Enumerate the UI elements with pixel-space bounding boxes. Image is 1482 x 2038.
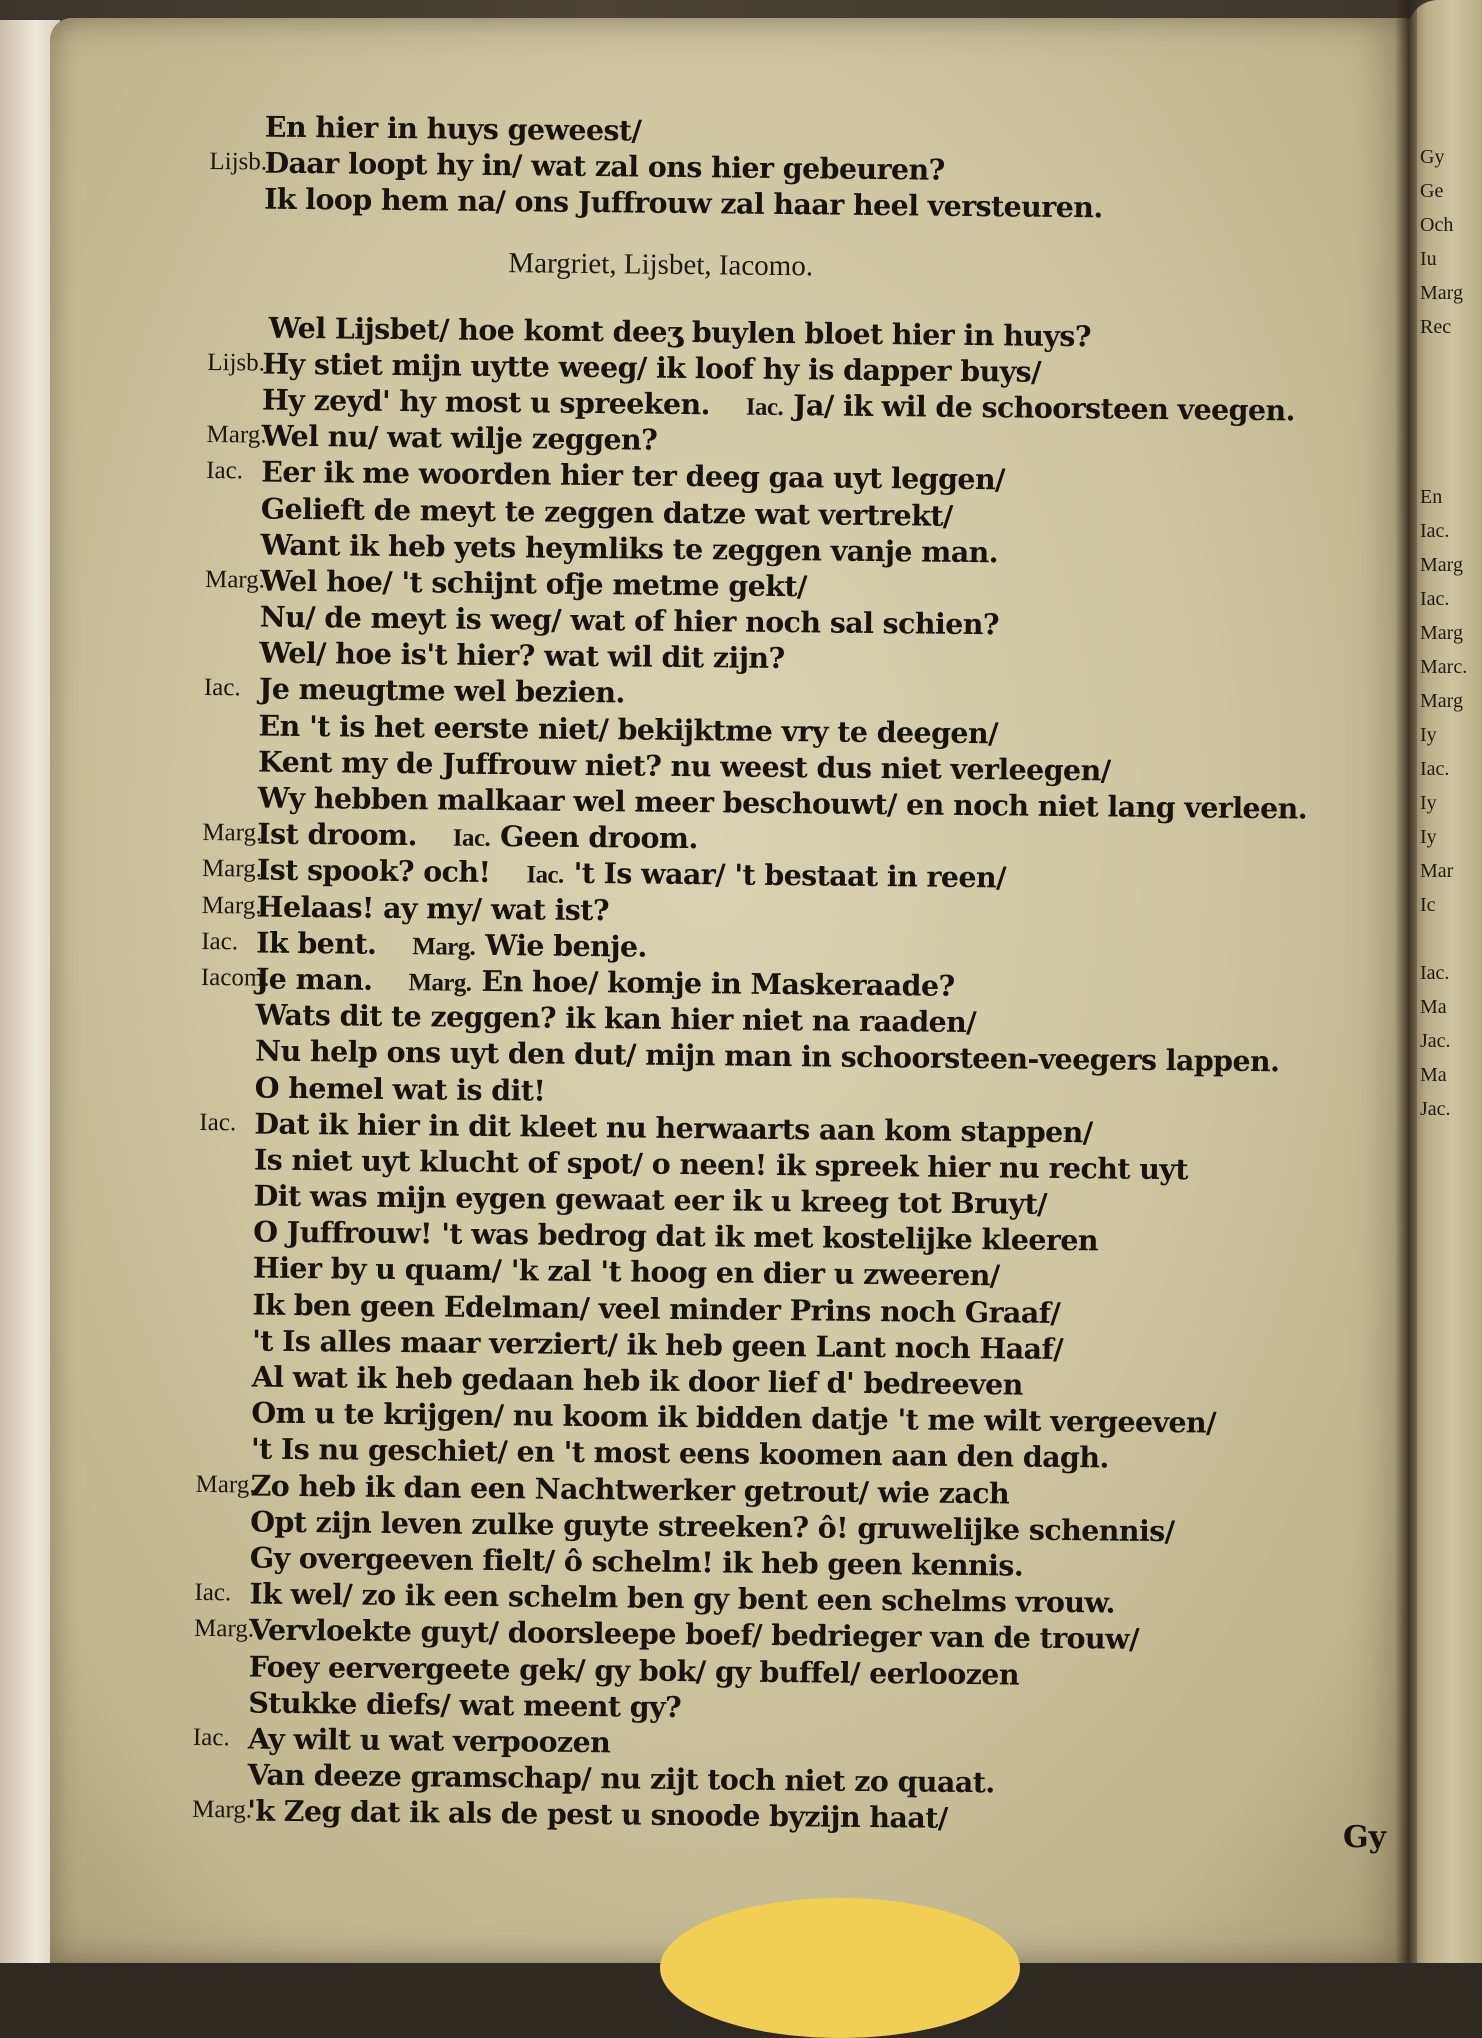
verse-text-main: Stukke diefs/ wat meent gy? xyxy=(248,1685,682,1724)
margin-fragment: Iac. xyxy=(1420,962,1450,984)
margin-fragment: Ge xyxy=(1420,180,1444,202)
speaker-label: Marg. xyxy=(192,1796,253,1824)
verse-text-main: Gy overgeeven fielt/ ô schelm! ik heb geen kennis. xyxy=(249,1540,1024,1583)
margin-fragment: Jac. xyxy=(1420,1030,1451,1052)
margin-fragment: Ma xyxy=(1420,996,1447,1018)
verse-text-main: 't Is nu geschiet/ en 't most eens koomen aan den dagh. xyxy=(250,1431,1109,1475)
speaker-label: Marg. xyxy=(204,565,266,594)
verse-text-continued: Wie benje. xyxy=(485,927,648,964)
verse-text-main: Gelieft de meyt te zeggen datze wat vertrekt/ xyxy=(260,491,953,533)
verse-text-main: Al wat ik heb gedaan heb ik door lief d' bedreeven xyxy=(251,1359,1023,1402)
yellow-object xyxy=(660,1898,1020,2038)
verse-text xyxy=(261,418,657,458)
verse-text-main: Foey eervergeete gek/ gy bok/ gy buffel/ eerloozen xyxy=(248,1648,1020,1692)
verse-text-main: Wel/ hoe is't hier? wat wil dit zijn? xyxy=(259,635,785,676)
verse-text-main: Ik wel/ zo ik een schelm ben gy bent een schelms vrouw. xyxy=(249,1576,1116,1620)
margin-fragment: Jac. xyxy=(1420,1098,1451,1120)
verse-text-main: Hy zeyd' hy most u spreeken. xyxy=(261,382,711,422)
margin-fragment: Gy xyxy=(1420,146,1445,168)
speaker-label: Marg. xyxy=(193,1615,255,1643)
speaker-label: Marg. xyxy=(201,855,263,883)
verse-text-main: En hier in huys geweest/ xyxy=(264,109,642,148)
speaker-label: Marg. xyxy=(201,891,262,920)
verse-text-main: 't Is alles maar verziert/ ik heb geen Lant noch Haaf/ xyxy=(251,1323,1064,1366)
verse-text-main: Is niet uyt klucht of spot/ o neen! ik spreek hier nu recht uyt xyxy=(253,1142,1189,1187)
verse-text-continued: Geen droom. xyxy=(499,819,698,856)
verse-text-main: Ik ben geen Edelman/ veel minder Prins noch Graaf/ xyxy=(252,1287,1061,1330)
verse-text xyxy=(248,1684,681,1725)
verse-text-main: Eer ik me woorden hier ter deeg gaa uyt leggen/ xyxy=(261,454,1006,497)
verse-text-main: Ist spook? och! xyxy=(256,852,491,890)
margin-fragment: Ic xyxy=(1420,894,1436,916)
margin-fragment: Marg xyxy=(1420,690,1463,712)
page-text xyxy=(192,108,1320,1840)
margin-fragment: En xyxy=(1420,486,1443,508)
margin-fragment: Ma xyxy=(1420,1064,1447,1086)
speaker-label-inline: Iac. xyxy=(526,861,564,890)
speaker-label: Iac. xyxy=(201,927,239,956)
margin-fragment: Iac. xyxy=(1420,588,1450,610)
speaker-label: Marg. xyxy=(202,819,263,847)
speaker-label: Iac. xyxy=(203,674,241,702)
verse-text-main: Zo heb ik dan een Nachtwerker getrout/ wie zach xyxy=(250,1468,1010,1511)
verse-text xyxy=(248,1720,611,1760)
verse-text-main: Wel Lijsbet/ hoe komt deeʒ buylen bloet hier in huys? xyxy=(268,310,1092,353)
verse-text-main: Wats dit te zeggen? ik kan hier niet na raaden/ xyxy=(255,997,977,1040)
margin-fragment: Marc. xyxy=(1420,656,1468,678)
verse-text xyxy=(256,888,609,928)
verse-text-main: Nu/ de meyt is weg/ wat of hier noch sal schien? xyxy=(259,599,1000,642)
verse-text-main: En 't is het eerste niet/ bekijktme vry te deegen/ xyxy=(258,708,999,750)
verse-text-main: Nu help ons uyt den dut/ mijn man in schoorsteen-veegers lappen. xyxy=(254,1033,1280,1079)
margin-fragment: Iu xyxy=(1420,248,1437,270)
verse-text-main: Je man. xyxy=(255,961,373,997)
verse-text-main: Ay wilt u wat verpoozen xyxy=(247,1721,611,1760)
verse-text xyxy=(247,1793,948,1837)
verse-text xyxy=(259,671,625,711)
verse-text-main: Om u te krijgen/ nu koom ik bidden datje 't me wilt vergeeven/ xyxy=(251,1395,1217,1440)
margin-fragment: Mar xyxy=(1420,860,1454,882)
margin-fragment: Rec xyxy=(1420,316,1452,338)
margin-fragment: Marg xyxy=(1420,622,1463,644)
verse-text-main: Dat ik hier in dit kleet nu herwaarts aan kom stappen/ xyxy=(254,1106,1093,1149)
verse-text xyxy=(259,635,785,677)
speaker-label: Lijsb. xyxy=(207,348,266,377)
verse-text-main: Ist droom. xyxy=(257,816,418,853)
verse-text-main: Wel nu/ wat wilje zeggen? xyxy=(261,418,658,457)
margin-fragment: Marg xyxy=(1420,282,1463,304)
verse-text-main: Wel hoe/ 't schijnt ofje metme gekt/ xyxy=(259,563,807,604)
speaker-label: Iacom. xyxy=(200,963,270,992)
margin-fragment: Iac. xyxy=(1420,520,1450,542)
speaker-label-inline: Marg. xyxy=(412,932,476,961)
margin-fragment: Och xyxy=(1420,214,1454,236)
speaker-label-inline: Iac. xyxy=(452,824,491,853)
speaker-label: Marg. xyxy=(206,421,267,449)
margin-fragment xyxy=(1420,446,1480,480)
verse-text-main: Vervloekte guyt/ doorsleepe boef/ bedrieger van de trouw/ xyxy=(248,1612,1140,1657)
margin-fragment: Iy xyxy=(1420,792,1437,814)
book-gutter xyxy=(1395,0,1417,1963)
verse-text-main: Je meugtme wel bezien. xyxy=(258,671,625,710)
speaker-label: Iac. xyxy=(199,1108,237,1137)
verse-text-main: 'k Zeg dat ik als de pest u snoode byzijn haat/ xyxy=(246,1793,948,1836)
verse-text-main: Opt zijn leven zulke guyte streeken? ô! gruwelijke schennis/ xyxy=(250,1504,1175,1548)
verse-text-main: Wy hebben malkaar wel meer beschouwt/ en noch niet lang verleen. xyxy=(257,780,1308,826)
margin-fragment xyxy=(1420,378,1480,412)
verse-text xyxy=(264,181,1103,226)
verse-text-main: Van deeze gramschap/ nu zijt toch niet zo quaat. xyxy=(247,1757,995,1800)
margin-fragment xyxy=(1420,344,1480,378)
speaker-label: Iac. xyxy=(192,1723,230,1752)
verse-text-main: Hy stiet mijn uytte weeg/ ik loof hy is dapper buys/ xyxy=(262,346,1042,389)
margin-fragment: Iy xyxy=(1420,826,1437,848)
speaker-label: Marg. xyxy=(195,1470,256,1499)
verse-text xyxy=(265,109,642,149)
catchword: Gy xyxy=(1343,1820,1387,1855)
speaker-label: Iac. xyxy=(206,457,244,485)
verse-text-main: Kent my de Juffrouw niet? nu weest dus niet verleegen/ xyxy=(257,744,1111,788)
facing-page-margin-text xyxy=(1420,140,1480,1126)
margin-fragment xyxy=(1420,922,1480,956)
verse-text-main: Helaas! ay my/ wat ist? xyxy=(256,889,610,927)
margin-fragment: Marg xyxy=(1420,554,1463,576)
verse-text-main: Dit was mijn eygen gewaat eer ik u kreeg tot Bruyt/ xyxy=(253,1178,1048,1221)
verse-text-main: O Juffrouw! 't was bedrog dat ik met kostelijke kleeren xyxy=(253,1214,1099,1258)
verse-text-main: O hemel wat is dit! xyxy=(254,1070,546,1108)
speaker-label: Lijsb. xyxy=(209,148,268,176)
margin-fragment xyxy=(1420,412,1480,446)
margin-fragment: Iac. xyxy=(1420,758,1450,780)
verse-text-main: Ik loop hem na/ ons Juffrouw zal haar heel versteuren. xyxy=(263,181,1103,225)
verse-text-main: Ik bent. xyxy=(256,925,377,961)
verse-text xyxy=(255,1069,546,1108)
speaker-label-inline: Marg. xyxy=(408,969,472,997)
verse-text-main: Want ik heb yets heymliks te zeggen vanje man. xyxy=(260,527,999,569)
speaker-label-inline: Iac. xyxy=(745,393,784,421)
speaker-label: Iac. xyxy=(194,1579,232,1607)
verse-text-continued: En hoe/ komje in Maskeraade? xyxy=(481,963,955,1003)
margin-fragment: Iy xyxy=(1420,724,1437,746)
verse-text-main: Daar loopt hy in/ wat zal ons hier gebeuren? xyxy=(264,145,945,187)
scene-heading: Margriet, Lijsbet, Iacomo. xyxy=(508,246,814,282)
verse-text xyxy=(260,562,807,604)
verse-text-continued: Ja/ ik wil de schoorsteen veegen. xyxy=(792,388,1296,428)
verse-text-main: Hier by u quam/ 'k zal 't hoog en dier u zweeren/ xyxy=(252,1250,1000,1293)
verse-text-continued: 't Is waar/ 't bestaat in reen/ xyxy=(573,856,1007,895)
